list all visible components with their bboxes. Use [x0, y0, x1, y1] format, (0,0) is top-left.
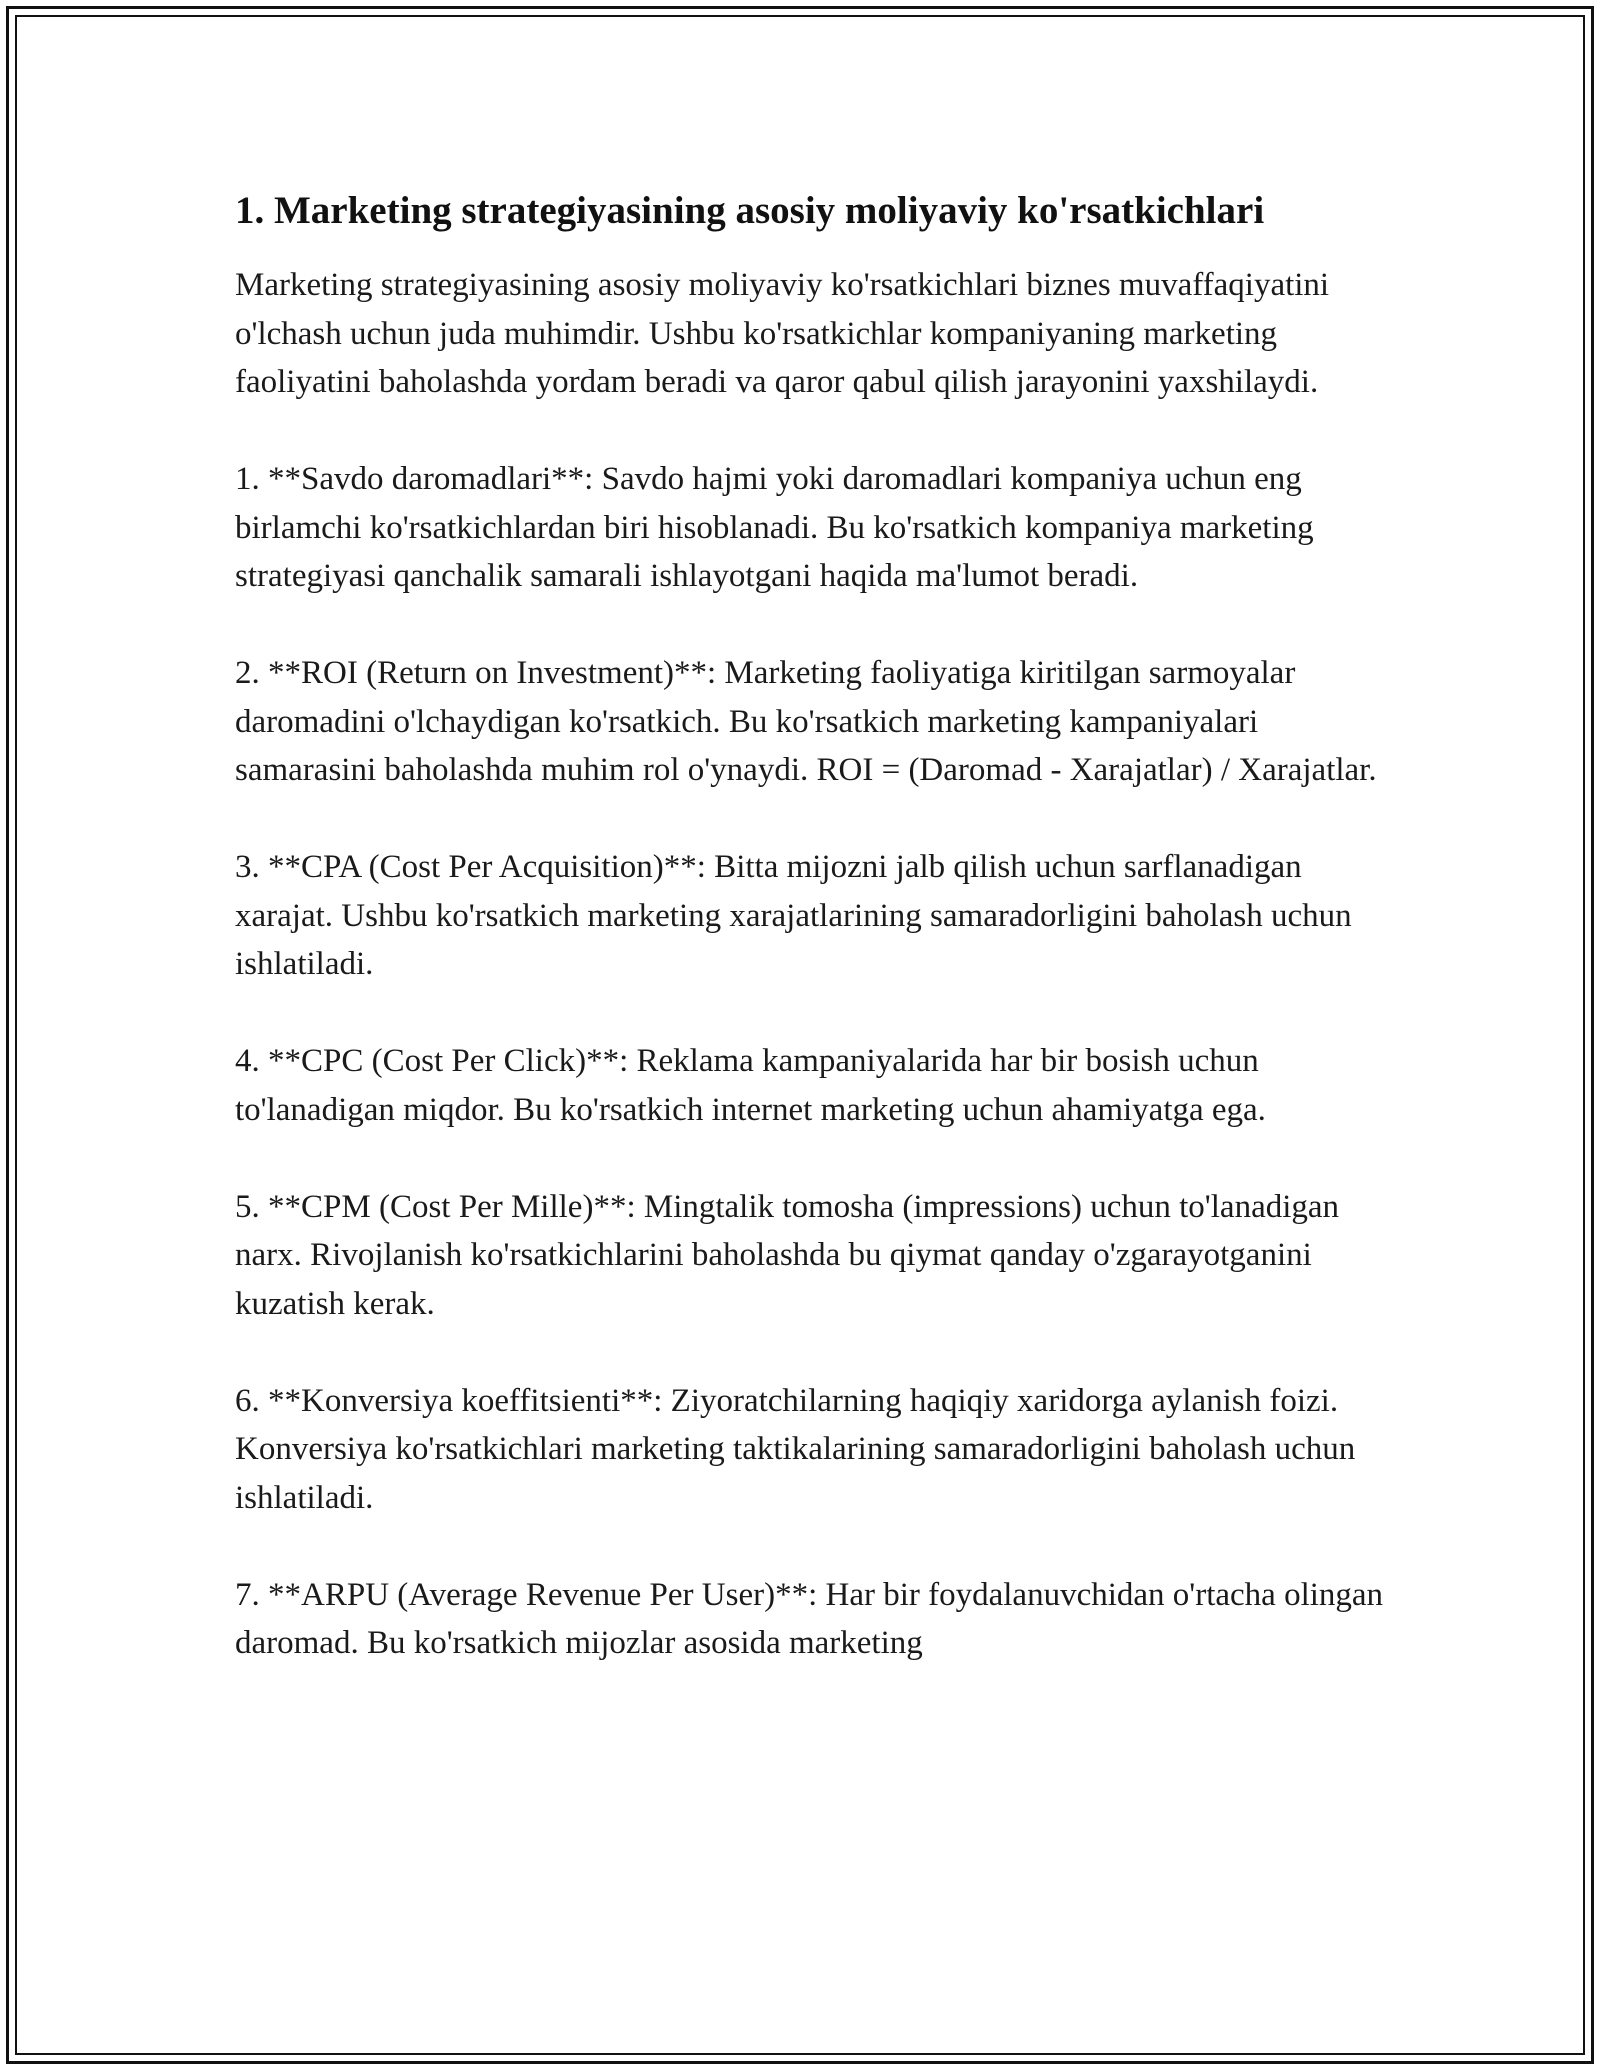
item-cpc: 4. **CPC (Cost Per Click)**: Reklama kampaniyalarida har bir bosish uchun to'lanadigan miqdor. Bu ko'rsatkich internet marketing uchun ahamiyatga ega.	[235, 1043, 1266, 1128]
item-cpm: 5. **CPM (Cost Per Mille)**: Mingtalik tomosha (impressions) uchun to'lanadigan narx. Rivojlanish ko'rsatkichlarini baholashda bu qiymat qanday o'zgarayotganini kuzatish kerak.	[235, 1188, 1340, 1322]
item-savdo-daromadlari: 1. **Savdo daromadlari**: Savdo hajmi yoki daromadlari kompaniya uchun eng birlamchi ko'rsatkichlardan biri hisoblanadi. Bu ko'rsatkich kompaniya marketing strategiyasi qanchalik samarali ishlayotgani haqida ma'lumot beradi.	[235, 461, 1314, 594]
item-roi: 2. **ROI (Return on Investment)**: Marketing faoliyatiga kiritilgan sarmoyalar daromadini o'lchaydigan ko'rsatkich. Bu ko'rsatkich marketing kampaniyalari samarasini baholashda muhim rol o'ynaydi. ROI = (Daromad - Xarajatlar) / Xarajatlar.	[235, 655, 1377, 788]
intro-paragraph: Marketing strategiyasining asosiy moliyaviy ko'rsatkichlari biznes muvaffaqiyatini o'lchash uchun juda muhimdir. Ushbu ko'rsatkichlar kompaniyaning marketing faoliyatini baholashda yordam beradi va qaror qabul qilish jarayonini yaxshilaydi.	[235, 267, 1330, 400]
item-konversiya: 6. **Konversiya koeffitsienti**: Ziyoratchilarning haqiqiy xaridorga aylanish foizi. Konversiya ko'rsatkichlari marketing taktikalarining samaradorligini baholash uchun ishlatiladi.	[235, 1382, 1356, 1516]
section-heading: 1. Marketing strategiyasining asosiy moliyaviy ko'rsatkichlari	[235, 189, 1265, 232]
item-cpa: 3. **CPA (Cost Per Acquisition)**: Bitta mijozni jalb qilish uchun sarflanadigan xarajat. Ushbu ko'rsatkich marketing xarajatlarining samaradorligini baholash uchun ishlatiladi.	[235, 849, 1352, 982]
document-body	[235, 185, 1385, 1716]
item-arpu: 7. **ARPU (Average Revenue Per User)**: Har bir foydalanuvchidan o'rtacha olingan daromad. Bu ko'rsatkich mijozlar asosida marketing	[235, 1576, 1384, 1661]
